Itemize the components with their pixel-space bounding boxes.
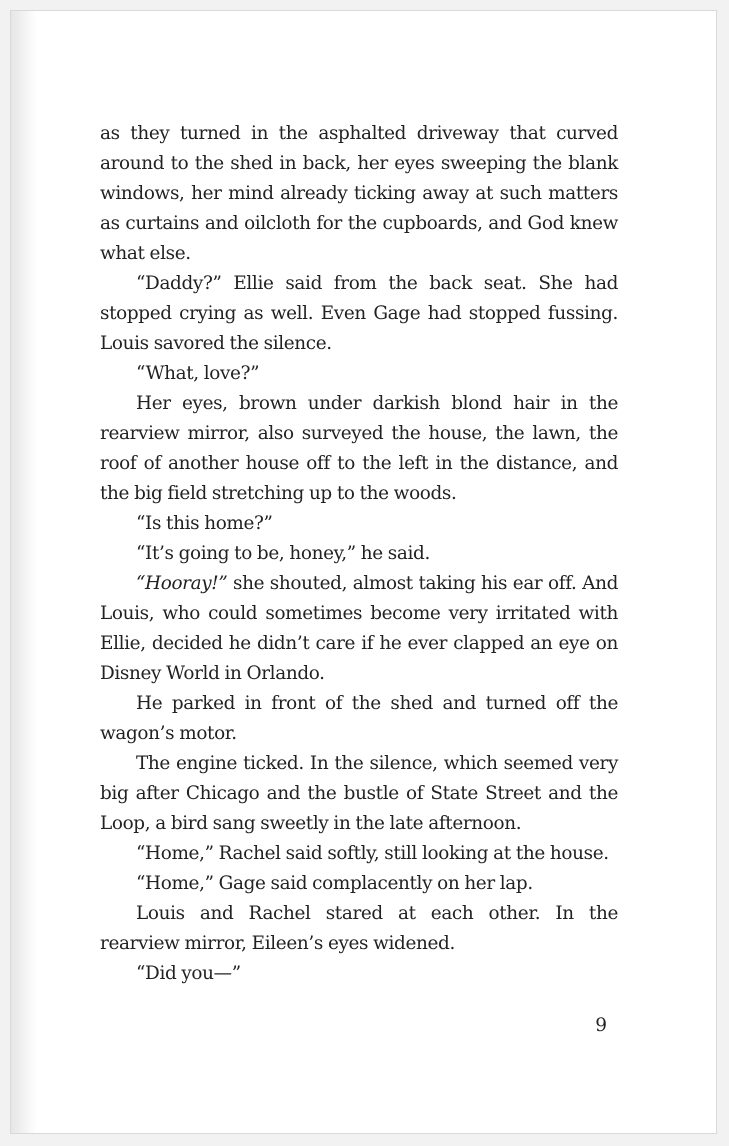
paragraph: “Is this home?” <box>136 513 273 534</box>
paragraph: “Did you—” <box>136 963 241 984</box>
page-gutter-shadow <box>11 11 37 1133</box>
paragraph: He parked in front of the shed and turned off the wagon’s motor. <box>100 693 618 744</box>
paragraph: Louis and Rachel stared at each other. In the rearview mirror, Eileen’s eyes widened. <box>100 903 618 954</box>
page-number: 9 <box>595 1015 607 1036</box>
paragraph: “Home,” Rachel said softly, still looking at the house. <box>136 843 609 864</box>
paragraph-emphasis: “Hooray!” <box>136 573 228 594</box>
paragraph: Her eyes, brown under darkish blond hair in the rearview mirror, also surveyed the house, the lawn, the roof of another house off to the left in the distance, and the big field stretching up to the woods. <box>100 393 618 504</box>
paragraph: The engine ticked. In the silence, which seemed very big after Chicago and the bustle of State Street and the Loop, a bird sang sweetly in the late afternoon. <box>100 753 618 834</box>
paragraph: “What, love?” <box>136 363 260 384</box>
paragraph: as they turned in the asphalted driveway that curved around to the shed in back, her eyes sweeping the blank windows, her mind already ticking away at such matters as curtains and oilcloth for the cupboards, and God knew what else. <box>100 123 618 264</box>
paragraph-text: she shouted, almost taking his ear off. And Louis, who could sometimes become very irritated with Ellie, decided he didn’t care if he ever clapped an eye on Disney World in Orlando. <box>100 573 618 684</box>
book-page <box>10 10 717 1134</box>
paragraph: “It’s going to be, honey,” he said. <box>136 543 430 564</box>
paragraph <box>100 569 618 689</box>
paragraph: “Home,” Gage said complacently on her lap. <box>136 873 533 894</box>
page-body-text <box>100 119 618 989</box>
paragraph: “Daddy?” Ellie said from the back seat. She had stopped crying as well. Even Gage had stopped fussing. Louis savored the silence. <box>100 273 618 354</box>
